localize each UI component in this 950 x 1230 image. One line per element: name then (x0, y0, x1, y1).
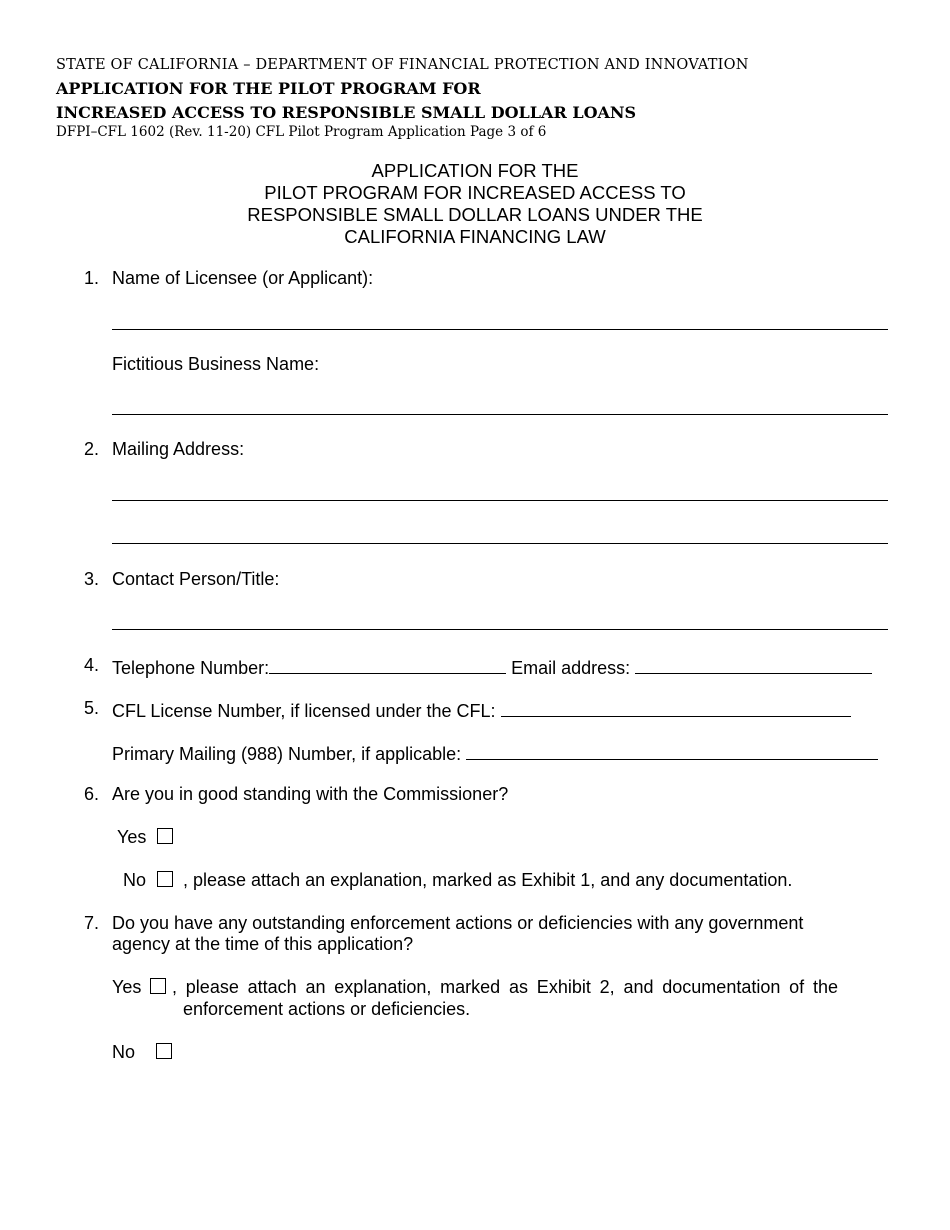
q1-number: 1. (84, 268, 100, 288)
mailing-address-line-1[interactable] (112, 500, 888, 501)
q4-number: 4. (84, 655, 100, 675)
mailing-number-row (112, 741, 878, 765)
q3-label: Contact Person/Title: (112, 569, 280, 589)
phone-field[interactable] (269, 655, 506, 674)
phone-row (112, 655, 872, 679)
phone-label: Telephone Number: (112, 658, 270, 678)
licensee-name-line[interactable] (112, 329, 888, 330)
mailing-number-label: Primary Mailing (988) Number, if applicable: (112, 744, 462, 764)
license-number-field[interactable] (501, 698, 851, 717)
q6-yes-label: Yes (117, 827, 147, 847)
q6-no-checkbox[interactable] (157, 871, 173, 887)
q6-label: Are you in good standing with the Commissioner? (112, 784, 509, 804)
q7-number: 7. (84, 913, 100, 933)
q7-yes-instruction-line-2: enforcement actions or deficiencies. (183, 999, 471, 1019)
q7-yes-label: Yes (112, 977, 142, 997)
license-label: CFL License Number, if licensed under the CFL: (112, 701, 496, 721)
doc-title-line-2: PILOT PROGRAM FOR INCREASED ACCESS TO (264, 182, 686, 203)
q6-no-instruction: , please attach an explanation, marked as Exhibit 1, and any documentation. (183, 870, 793, 890)
doc-title-line-4: CALIFORNIA FINANCING LAW (344, 226, 606, 247)
q5-number: 5. (84, 698, 100, 718)
q7-label-line-1: Do you have any outstanding enforcement actions or deficiencies with any government (112, 913, 804, 933)
q7-yes-checkbox[interactable] (150, 978, 166, 994)
q7-yes-instruction-line-1: , please attach an explanation, marked as Exhibit 2, and documentation of the (172, 977, 838, 997)
q6-no-label: No (123, 870, 147, 890)
email-label: Email address: (511, 658, 631, 678)
form-id: DFPI–CFL 1602 (Rev. 11-20) CFL Pilot Program Application Page 3 of 6 (56, 124, 547, 140)
license-row (112, 698, 851, 722)
q6-number: 6. (84, 784, 100, 804)
q7-label-line-2: agency at the time of this application? (112, 934, 414, 954)
email-field[interactable] (635, 655, 872, 674)
mailing-number-field[interactable] (466, 741, 878, 760)
fictitious-name-line[interactable] (112, 414, 888, 415)
q7-no-label: No (112, 1042, 136, 1062)
q3-number: 3. (84, 569, 100, 589)
q7-no-checkbox[interactable] (156, 1043, 172, 1059)
q2-label: Mailing Address: (112, 439, 245, 459)
agency-header: STATE OF CALIFORNIA – DEPARTMENT OF FINANCIAL PROTECTION AND INNOVATION (56, 57, 749, 73)
q2-number: 2. (84, 439, 100, 459)
doc-title-line-1: APPLICATION FOR THE (371, 160, 579, 181)
form-title-line-1: APPLICATION FOR THE PILOT PROGRAM FOR (56, 79, 481, 98)
q6-yes-checkbox[interactable] (157, 828, 173, 844)
q1-label: Name of Licensee (or Applicant): (112, 268, 374, 288)
contact-person-line[interactable] (112, 629, 888, 630)
mailing-address-line-2[interactable] (112, 543, 888, 544)
doc-title-line-3: RESPONSIBLE SMALL DOLLAR LOANS UNDER THE (247, 204, 703, 225)
form-title-line-2: INCREASED ACCESS TO RESPONSIBLE SMALL DOLLAR LOANS (56, 103, 637, 122)
fictitious-name-label: Fictitious Business Name: (112, 354, 320, 374)
